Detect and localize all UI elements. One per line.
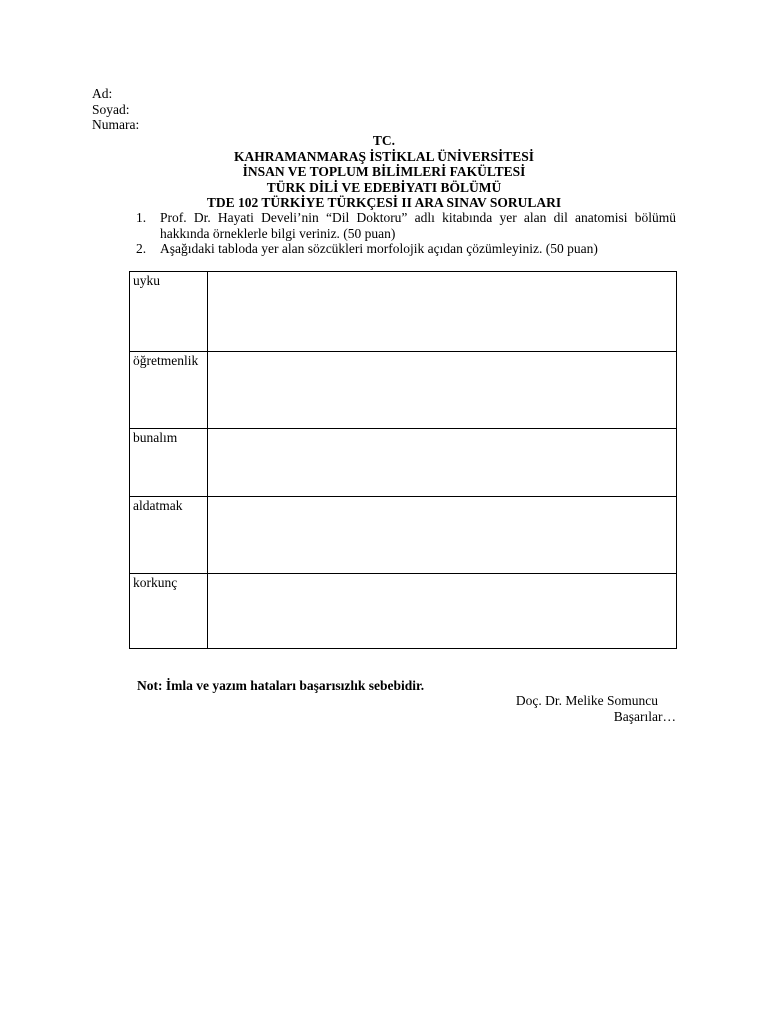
answer-cell[interactable] [208,497,677,574]
header-department: TÜRK DİLİ VE EDEBİYATI BÖLÜMÜ [266,179,502,195]
word-cell: bunalım [130,429,208,497]
word-cell: aldatmak [130,497,208,574]
question-item [136,210,676,241]
answer-cell[interactable] [208,574,677,649]
name-label: Ad: [92,86,113,101]
header-university: KAHRAMANMARAŞ İSTİKLAL ÜNİVERSİTESİ [233,148,535,164]
number-label: Numara: [92,117,140,132]
header-faculty: İNSAN VE TOPLUM BİLİMLERİ FAKÜLTESİ [242,164,526,179]
question-number: 1. [136,210,147,225]
question-item [136,241,676,257]
word-cell: uyku [130,272,208,352]
table-row [130,429,677,497]
instructor-name: Doç. Dr. Melike Somuncu [515,693,658,708]
student-info-fields [92,86,139,133]
question-list [136,210,676,257]
word-cell: öğretmenlik [130,352,208,429]
closing-wishes: Başarılar… [613,709,676,724]
header-exam-title: TDE 102 TÜRKİYE TÜRKÇESİ II ARA SINAV SORULARI [206,195,562,210]
exam-note: Not: İmla ve yazım hataları başarısızlık sebebidir. [137,678,425,693]
surname-label: Soyad: [92,101,130,117]
header-country: TC. [372,133,396,148]
word-cell: korkunç [130,574,208,649]
table-row [130,497,677,574]
answer-cell[interactable] [208,429,677,497]
answer-table [129,271,677,649]
answer-cell[interactable] [208,272,677,352]
question-text: Aşağıdaki tabloda yer alan sözcükleri morfolojik açıdan çözümleyiniz. (50 puan) [160,241,598,256]
table-row [130,574,677,649]
question-number: 2. [136,241,147,256]
exam-header [92,133,676,211]
answer-cell[interactable] [208,352,677,429]
table-row [130,272,677,352]
table-row [130,352,677,429]
question-text: Prof. Dr. Hayati Develi’nin “Dil Doktoru” adlı kitabında yer alan dil anatomisi bölümü hakkında örneklerle bilgi veriniz. (50 puan) [160,210,676,241]
